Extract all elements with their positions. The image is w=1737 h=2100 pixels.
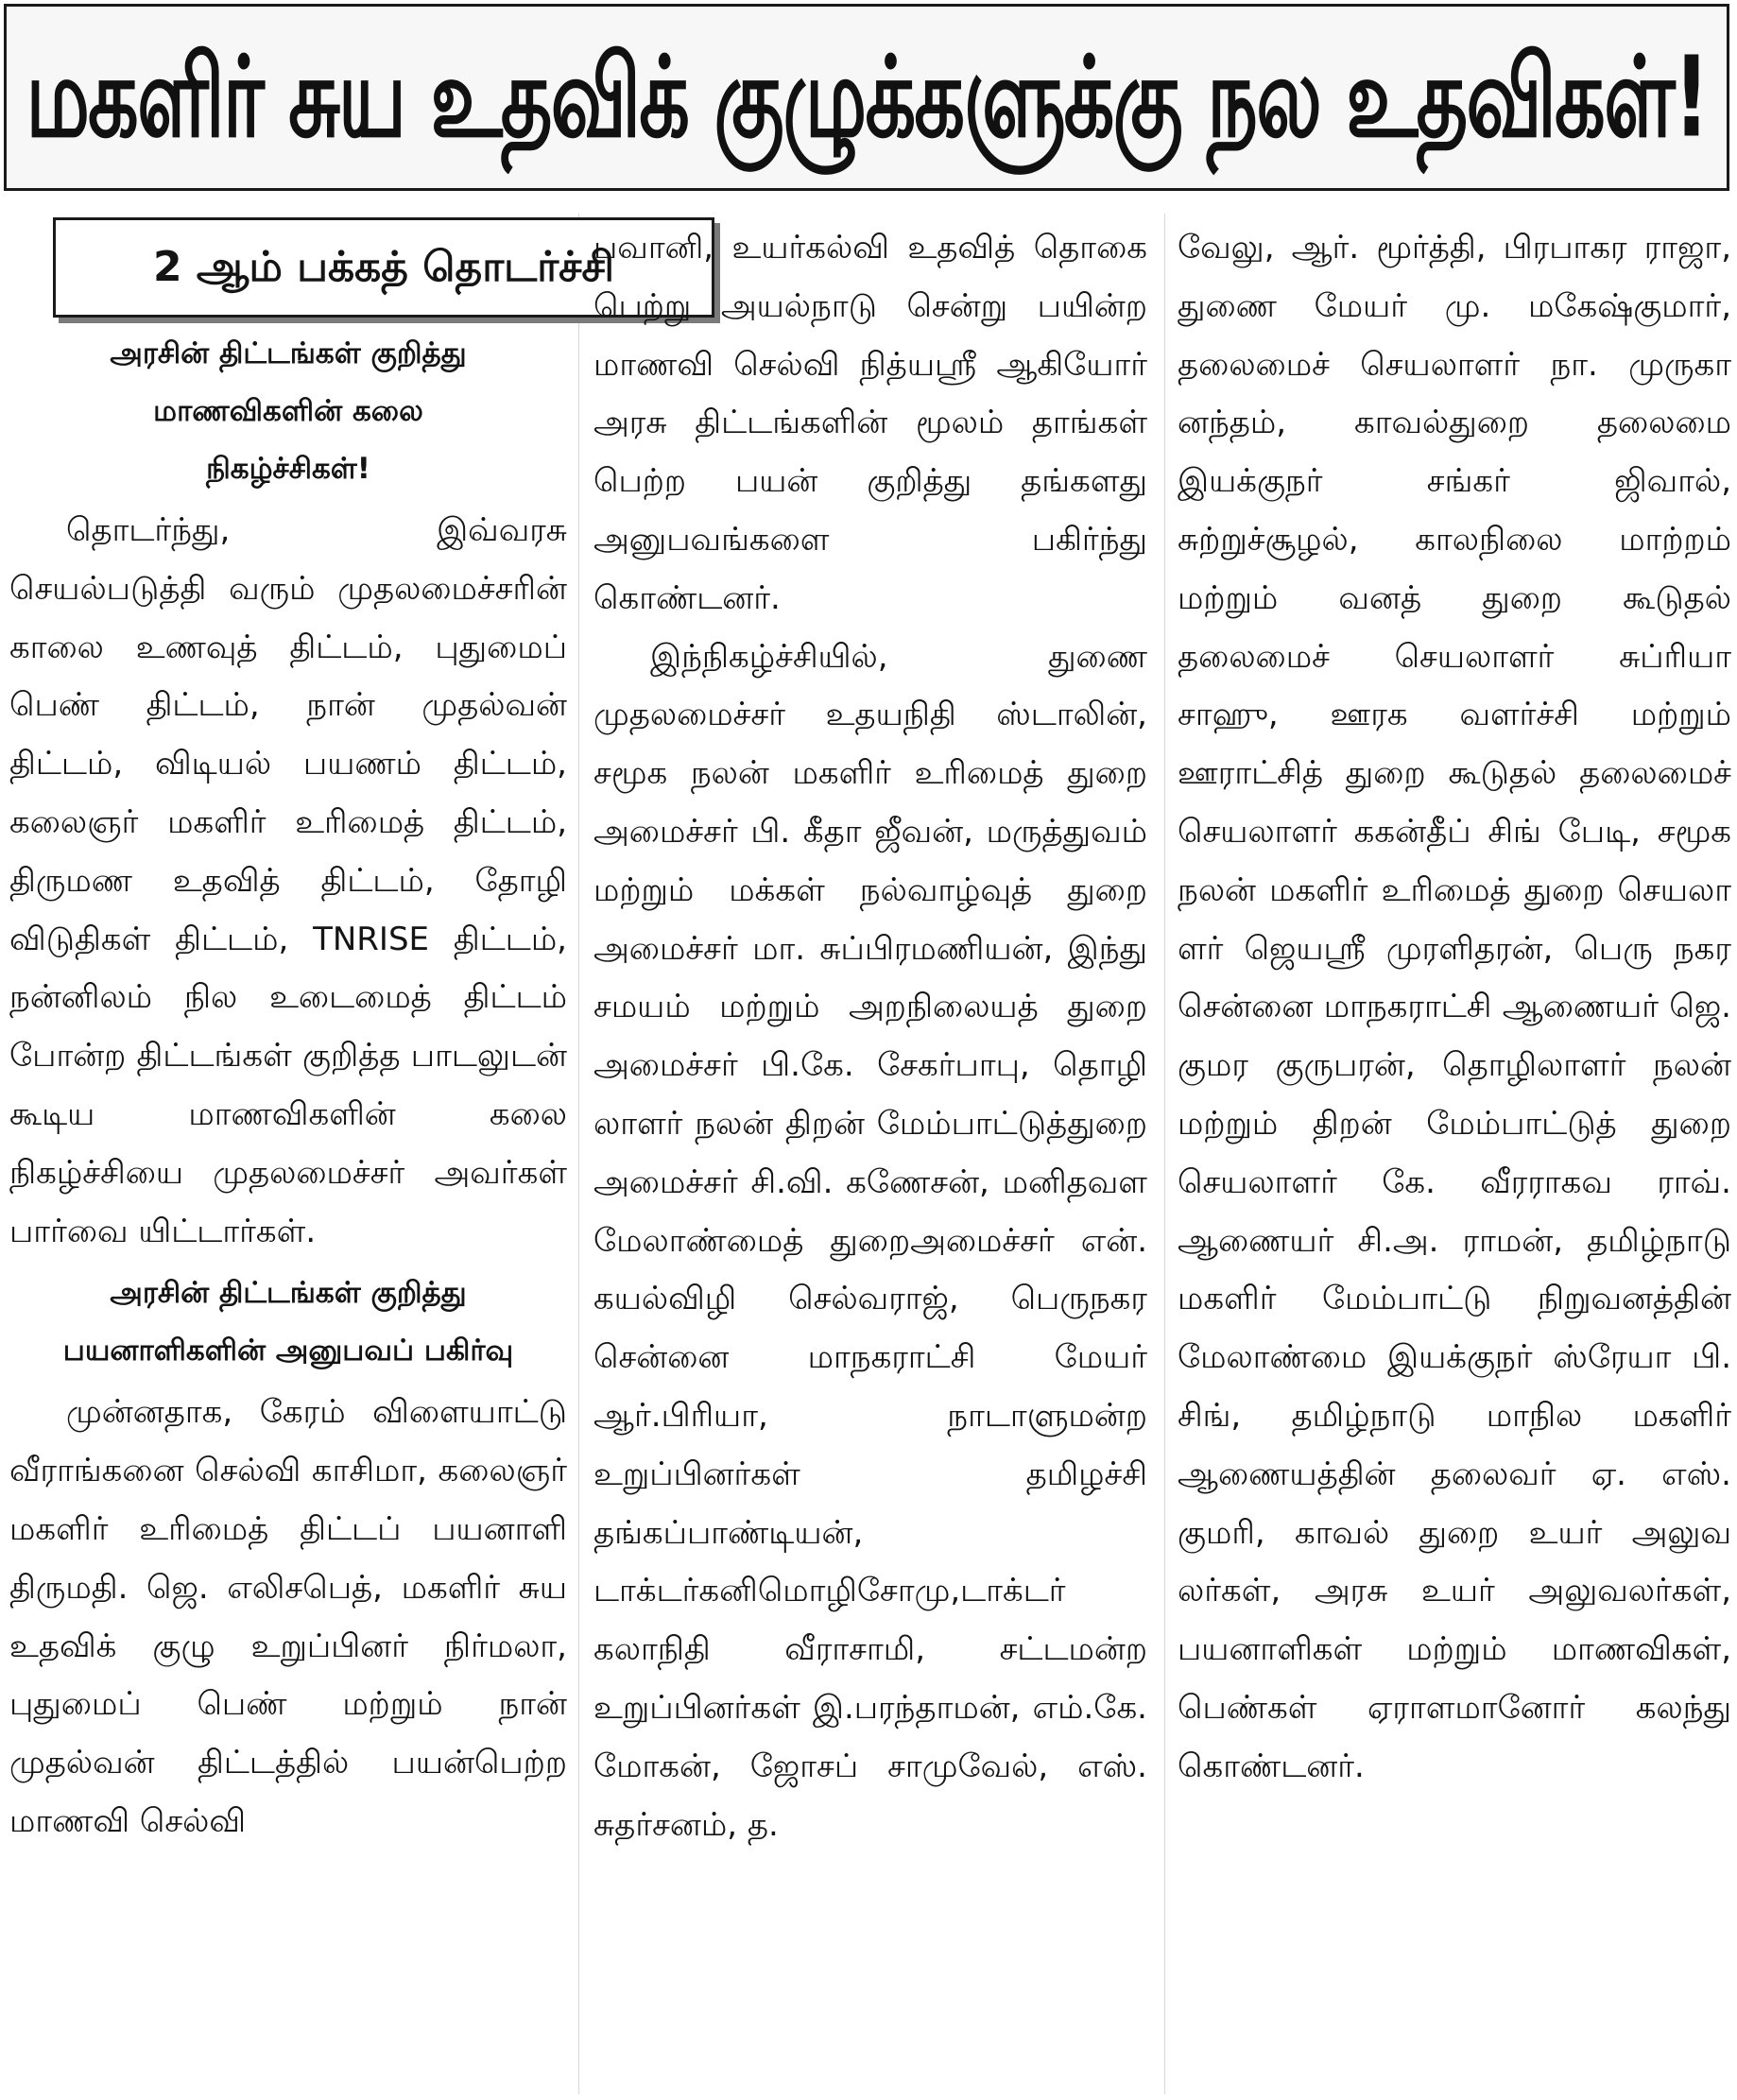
subhead-line: அரசின் திட்டங்கள் குறித்து [110,336,467,370]
body-paragraph: பவானி, உயர்கல்வி உதவித் தொகை பெற்று அயல்நாடு சென்று பயின்ற மாணவி செல்வி நித்யஸ்ரீ ஆகியோர் அரசு திட்டங்களின் மூலம் தாங்கள் பெற்ற பயன் குறித்து தங்களது அனுபவங்களை பகிர்ந்து கொண்டனர். [593,229,1147,617]
column-divider [1164,214,1165,2094]
body-paragraph: இந்நிகழ்ச்சியில், துணை முதலமைச்சர் உதயநிதி ஸ்டாலின், சமூக நலன் மகளிர் உரிமைத் துறை அமைச்சர் பி. கீதா ஜீவன், மருத்துவம் மற்றும் மக்கள் நல்வாழ்வுத் துறை அமைச்சர் மா. சுப்பிரமணியன், இந்து சமயம் மற்றும் அறநிலையத் துறை அமைச்சர் பி.கே. சேகர்பாபு, தொழி லாளர் நலன் திறன் மேம்பாட்டுத்துறை அமைச்சர் சி.வி. கணேசன், மனிதவள மேலாண்மைத் துறைஅமைச்சர் என். கயல்விழி செல்வராஜ், பெருநகர சென்னை மாநகராட்சி மேயர் ஆர்.பிரியா, நாடாளுமன்ற உறுப்பினர்கள் தமிழச்சி தங்கப்பாண்டியன், டாக்டர்கனிமொழிசோமு,டாக்டர் கலாநிதி வீராசாமி, சட்டமன்ற உறுப்பினர்கள் இ.பரந்தாமன், எம்.கே. மோகன், ஜோசப் சாமுவேல், எஸ். சுதர்சனம், த. [593,637,1147,1844]
body-paragraph: வேலு, ஆர். மூர்த்தி, பிரபாகர ராஜா, துணை மேயர் மு. மகேஷ்குமார், தலைமைச் செயலாளர் நா. முருகா னந்தம், காவல்துறை தலைமை இயக்குநர் சங்கர் ஜிவால், சுற்றுச்சூழல், காலநிலை மாற்றம் மற்றும் வனத் துறை கூடுதல் தலைமைச் செயலாளர் சுப்ரியா சாஹு, ஊரக வளர்ச்சி மற்றும் ஊராட்சித் துறை கூடுதல் தலைமைச் செயலாளர் ககன்தீப் சிங் பேடி, சமூக நலன் மகளிர் உரிமைத் துறை செயலா ளர் ஜெயஸ்ரீ முரளிதரன், பெரு நகர சென்னை மாநகராட்சி ஆணையர் ஜெ. குமர குருபரன், தொழிலாளர் நலன் மற்றும் திறன் மேம்பாட்டுத் துறை செயலாளர் கே. வீரராகவ ராவ். ஆணையர் சி.அ. ராமன், தமிழ்நாடு மகளிர் மேம்பாட்டு நிறுவனத்தின் மேலாண்மை இயக்குநர் ஸ்ரேயா பி. சிங், தமிழ்நாடு மாநில மகளிர் ஆணையத்தின் தலைவர் ஏ. எஸ். குமரி, காவல் துறை உயர் அலுவ லர்கள், அரசு உயர் அலுவலர்கள், பயனாளிகள் மற்றும் மாணவிகள், பெண்கள் ஏராளமானோர் கலந்து கொண்டனர். [1178,229,1731,1785]
subhead-line: அரசின் திட்டங்கள் குறித்து [110,1276,467,1311]
article-column-1 [9,214,615,2094]
headline-box [4,4,1729,191]
article-column-2 [593,219,1147,2100]
section-subhead [9,325,567,498]
article-column-3 [1178,219,1731,2100]
continuation-tag: 2 ஆம் பக்கத் தொடர்ச்சி [53,217,714,318]
subhead-line: பயனாளிகளின் அனுபவப் பகிர்வு [62,1334,514,1368]
subhead-line: மாணவிகளின் கலை [153,394,423,428]
column-divider [578,214,579,2094]
body-paragraph: முன்னதாக, கேரம் விளையாட்டு வீராங்கனை செல்வி காசிமா, கலைஞர் மகளிர் உரிமைத் திட்டப் பயனாளி திருமதி. ஜெ. எலிசபெத், மகளிர் சுய உதவிக் குழு உறுப்பினர் நிர்மலா, புதுமைப் பெண் மற்றும் நான் முதல்வன் திட்டத்தில் பயன்பெற்ற மாணவி செல்வி [9,1393,567,1840]
body-paragraph: தொடர்ந்து, இவ்வரசு செயல்படுத்தி வரும் முதலமைச்சரின் காலை உணவுத் திட்டம், புதுமைப் பெண் திட்டம், நான் முதல்வன் திட்டம், விடியல் பயணம் திட்டம், கலைஞர் மகளிர் உரிமைத் திட்டம், திருமண உதவித் திட்டம், தோழி விடுதிகள் திட்டம், TNRISE திட்டம், நன்னிலம் நில உடைமைத் திட்டம் போன்ற திட்டங்கள் குறித்த பாடலுடன் கூடிய மாணவிகளின் கலை நிகழ்ச்சியை முதலமைச்சர் அவர்கள் பார்வை யிட்டார்கள். [9,511,567,1250]
headline: மகளிர் சுய உதவிக் குழுக்களுக்கு நல உதவிகள்! [26,31,1708,163]
section-subhead [9,1265,567,1380]
subhead-line: நிகழ்ச்சிகள்! [206,452,370,486]
